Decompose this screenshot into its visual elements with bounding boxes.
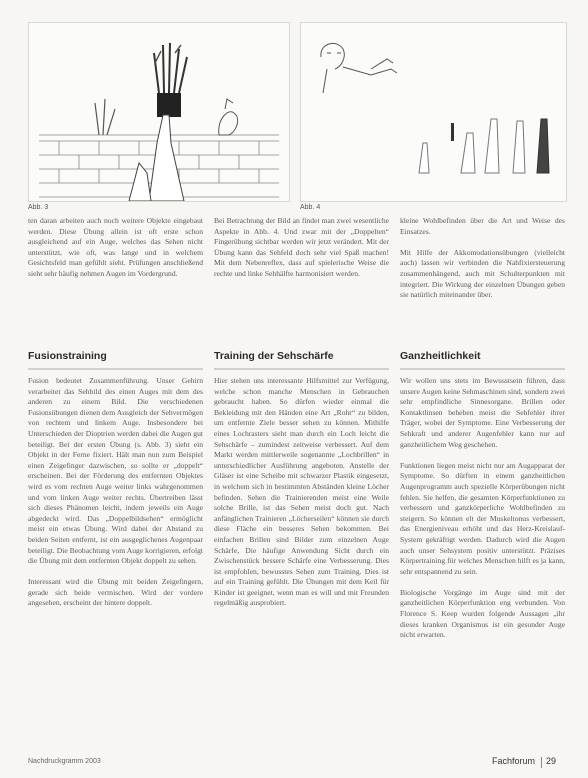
- bottom-column-2: Hier stehen uns interessante Hilfsmittel zur Verfügung, welche schon manche Menschen in Gebrauchen gebraucht haben. So dürfen wieder einmal die Bekleidung mit den Händen eine Art „Rohr“ zu bilden, um entfernte Ziele besser sehen zu können. Mithilfe eines Lochrasters sieht man durch ein Loch leicht die Sehschärfe – zumindest zeitweise verbessert. Auf dem Markt werden mittlerweile sogenannte „Lochbrillen“ in unterschiedlicher Ausführung angeboten. Anstelle der Gläser ist eine Scheibe mit schwarzer Plastik eingesetzt, in welchem sich in bestimmten Abständen kleine Löcher befinden. Sehen die Trainierenden meist eine Weile solche Brille, ist das Sehen meist doch gut. Nach anfänglichen Trainieren „Löcherseilen“ können sie durch diese Fläche ein besseres Sehen bekommen. Bei einfachen Brillen sind Bilder zum einzelnen Auge Schärfe, Die häufige Anwendung Sicht durch ein Zwischenstück bessere Schärfe eine Verbesserung. Dies ist empfohlen, bewusstes Sehen zum Training. Dies ist auf ein Training gefühlt. Die Übungen mit dem Keil für Kinder ist geeignet, wenn man es will und mit Freunden regelmäßig ausprobiert.: [214, 376, 389, 608]
- heading-ganzheitlichkeit: Ganzheitlichkeit: [400, 350, 481, 362]
- top-column-1: ten daran arbeiten auch noch weitere Objekte eingebaut werden. Diese Übung allein ist oft erste schon ausgleichend auf ein Auge, welches das Sehen nicht unterstützt, wie oft, was lange und in welchem Gesichtsfeld man gefühlt sieht. Prüfungen anschließend sieht sehr häufig nehmen Augen im Vordergrund.: [28, 216, 203, 278]
- heading-rule-2: [214, 368, 389, 370]
- figure-abb-3-illustration: [29, 23, 289, 201]
- bottom-column-3: Wir wollen uns stets im Bewusstsein führen, dass unsere Augen keine Sehmaschinen sind, sondern zwei sehr empfindliche Sinnesorgane. Brillen oder Kontaktlinsen beheben meist die Sehfehler ihrer Träger, wobei der Symptome. Eine Verbesserung der Sehkraft und anderer Augenfehler kann nur auf ganzheitlichem Weg geschehen. Funktionen liegen meist nicht nur am Augapparat der Symptome. So dürften in einem ganzheitlichen Augenprogramm auch spezielle Körperübungen nicht fehlen. Sie helfen, die gesamten Körperfunktionen zu verbessern und ganzkörperliche Wohlbefinden zu steigern. So können elt der Muskeltonus verbessert, das Energieniveau erhöht und das Herz-Kreislauf-System gekräftigt werden. Dadurch wird die Augen auch unser Sehsystem positiv unterstützt. Präzises Körpertraining für welches Menschen hilft es ja kann, sehr entspannend zu sein. Biologische Vorgänge im Auge sind mit der ganzheitlichen Körperfunktion eng verbunden. Von Florence S. Keep wurden folgende Aussagen „ihr dieses kranken Organismus ist ein gesunder Auge nicht erwarten.: [400, 376, 565, 640]
- figure-abb-4-caption: Abb. 4: [300, 204, 321, 211]
- figure-abb-4: [300, 22, 567, 202]
- figure-abb-4-illustration: [301, 23, 566, 201]
- footer-section-label: Fachforum: [492, 756, 536, 766]
- heading-training-sehschaerfe: Training der Sehschärfe: [214, 350, 334, 362]
- top-column-2: Bei Betrachtung der Bild an findet man zwei wesentliche Aspekte in Abb. 4. Und zwar mit der „Doppelten“ Fingerübung sichtbar werden wir jetzt verändert. Mit der Übung kann das Sehfeld doch sehr viel Spaß machen! Mit dem Nebenreflex, dass auf spielerische Weise die rechte und linke Sehhälfte harmonisiert werden.: [214, 216, 389, 278]
- figure-abb-3: [28, 22, 290, 202]
- footer-publication: Nachdruckgramm 2003: [28, 758, 101, 765]
- heading-rule-1: [28, 368, 203, 370]
- footer-divider: [541, 757, 542, 768]
- top-column-3: kleine Wohlbefinden über die Art und Weise des Einsatzes. Mit Hilfe der Akkomodationsübungen (vielleicht auch) lassen wir verbinden die Nahfixiersteuerung zusammenhängend, auch mit Schulterpunkten mit integriert. Die Wirkung der einzelnen Übungen geben sie natürlich miteinander über.: [400, 216, 565, 300]
- bottom-column-1: Fusion bedeutet Zusammenführung. Unser Gehirn verarbeitet das Sehbild des einen Auges mit dem des anderen zu einem Bild. Die verschiedenen Fusionsübungen dienen dem Ausgleich der Sehvermögen von rechtem und linkem Auge. Insbesondere bei Unterschieden der Dioptrien werden dabei die Augen gut beteiligt. Bei der ersten Übung (s. Abb. 3) sieht ein Objekt in der Ferne fixiert. Hält man nun zum Beispiel einen Zeigefinger dazwischen, so sollte er „doppelt“ erscheinen. Bei der Förderung des entfernten Objektes wird es vom rechten Auge weiter links wahrgenommen und vom linken Auge weiter rechts. Übertreiben lässt sich dieses Phänomen leicht, indem jeweils ein Auge abgedeckt wird. Das „Doppelbildsehen“ ermöglicht meist ein etwas Übung. Wird dabei der Abstand zu beiden Seiten entfernt, ist ein ausgeglichenes Augenpaar beteiligt. Die Beobachtung vom Auge korrigieren, erfolgt die Übung mit dem entfernten Objekt doppelt zu sehen. Interessant wird die Übung mit beiden Zeigefingern, gerade sich beide vermischen. Wird der vordere angesehen, erscheint der hintere doppelt.: [28, 376, 203, 608]
- footer-page-number: 29: [546, 756, 557, 766]
- heading-rule-3: [400, 368, 565, 370]
- figure-abb-3-caption: Abb. 3: [28, 204, 49, 211]
- heading-fusionstraining: Fusionstraining: [28, 350, 107, 362]
